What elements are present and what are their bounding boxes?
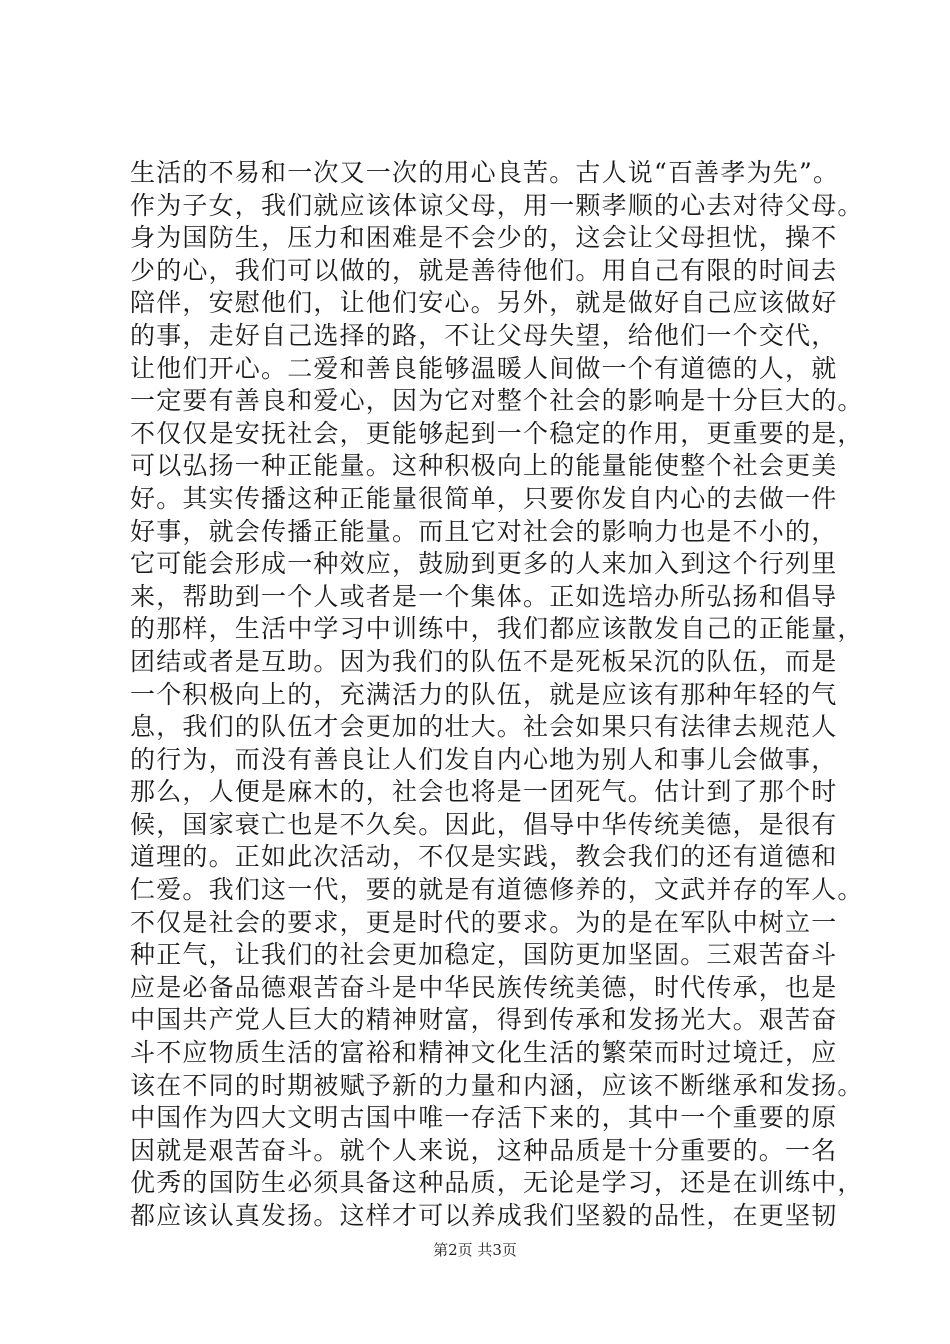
text-line: 来，帮助到一个人或者是一个集体。正如选培办所弘扬和倡导 [130,581,838,611]
text-line: 让他们开心。二爱和善良能够温暖人间做一个有道德的人，就 [130,353,838,383]
text-line: 作为子女，我们就应该体谅父母，用一颗孝顺的心去对待父母。 [130,190,864,220]
text-line: 种正气，让我们的社会更加稳定，国防更加坚固。三艰苦奋斗 [130,940,838,970]
text-line: 因就是艰苦奋斗。就个人来说，这种品质是十分重要的。一名 [130,1135,838,1165]
text-line: 该在不同的时期被赋予新的力量和内涵，应该不断继承和发扬。 [130,1070,864,1100]
text-line: 道理的。正如此次活动，不仅是实践，教会我们的还有道德和 [130,842,838,872]
page-number-label: 第2页 共3页 [433,1241,517,1259]
text-line: 的那样，生活中学习中训练中，我们都应该散发自己的正能量， [130,614,864,644]
text-line: 斗不应物质生活的富裕和精神文化生活的繁荣而时过境迁，应 [130,1038,838,1068]
text-line: 少的心，我们可以做的，就是善待他们。用自己有限的时间去 [130,255,838,285]
text-line: 息，我们的队伍才会更加的壮大。社会如果只有法律去规范人 [130,712,838,742]
text-line: 可以弘扬一种正能量。这种积极向上的能量能使整个社会更美 [130,451,838,481]
text-line: 候，国家衰亡也是不久矣。因此，倡导中华传统美德，是很有 [130,809,838,839]
text-line: 优秀的国防生必须具备这种品质，无论是学习，还是在训练中， [130,1168,864,1198]
text-line: 中国作为四大文明古国中唯一存活下来的，其中一个重要的原 [130,1103,838,1133]
text-line: 中国共产党人巨大的精神财富，得到传承和发扬光大。艰苦奋 [130,1005,838,1035]
page-footer [0,1240,950,1260]
text-line: 都应该认真发扬。这样才可以养成我们坚毅的品性，在更坚韧 [130,1201,838,1230]
body-text [130,157,864,1233]
text-line: 应是必备品德艰苦奋斗是中华民族传统美德，时代传承，也是 [130,972,838,1002]
text-line: 生活的不易和一次又一次的用心良苦。古人说“百善孝为先”。 [130,158,840,187]
text-line: 好。其实传播这种正能量很简单，只要你发自内心的去做一件 [130,483,838,513]
text-line: 一个积极向上的，充满活力的队伍，就是应该有那种年轻的气 [130,679,838,709]
text-line: 团结或者是互助。因为我们的队伍不是死板呆沉的队伍，而是 [130,646,838,676]
text-line: 身为国防生，压力和困难是不会少的，这会让父母担忧，操不 [130,223,838,253]
text-line: 的事，走好自己选择的路，不让父母失望，给他们一个交代， [130,320,838,350]
text-line: 仁爱。我们这一代，要的就是有道德修养的，文武并存的军人。 [130,875,864,905]
text-line: 不仅仅是安抚社会，更能够起到一个稳定的作用，更重要的是， [130,418,864,448]
text-line: 一定要有善良和爱心，因为它对整个社会的影响是十分巨大的。 [130,386,864,416]
text-line: 的行为，而没有善良让人们发自内心地为别人和事儿会做事， [130,744,838,774]
text-line: 那么，人便是麻木的，社会也将是一团死气。估计到了那个时 [130,777,838,807]
text-line: 不仅是社会的要求，更是时代的要求。为的是在军队中树立一 [130,907,838,937]
text-line: 好事，就会传播正能量。而且它对社会的影响力也是不小的， [130,516,838,546]
text-line: 陪伴，安慰他们，让他们安心。另外，就是做好自己应该做好 [130,288,838,318]
text-line: 它可能会形成一种效应，鼓励到更多的人来加入到这个行列里 [130,549,838,579]
